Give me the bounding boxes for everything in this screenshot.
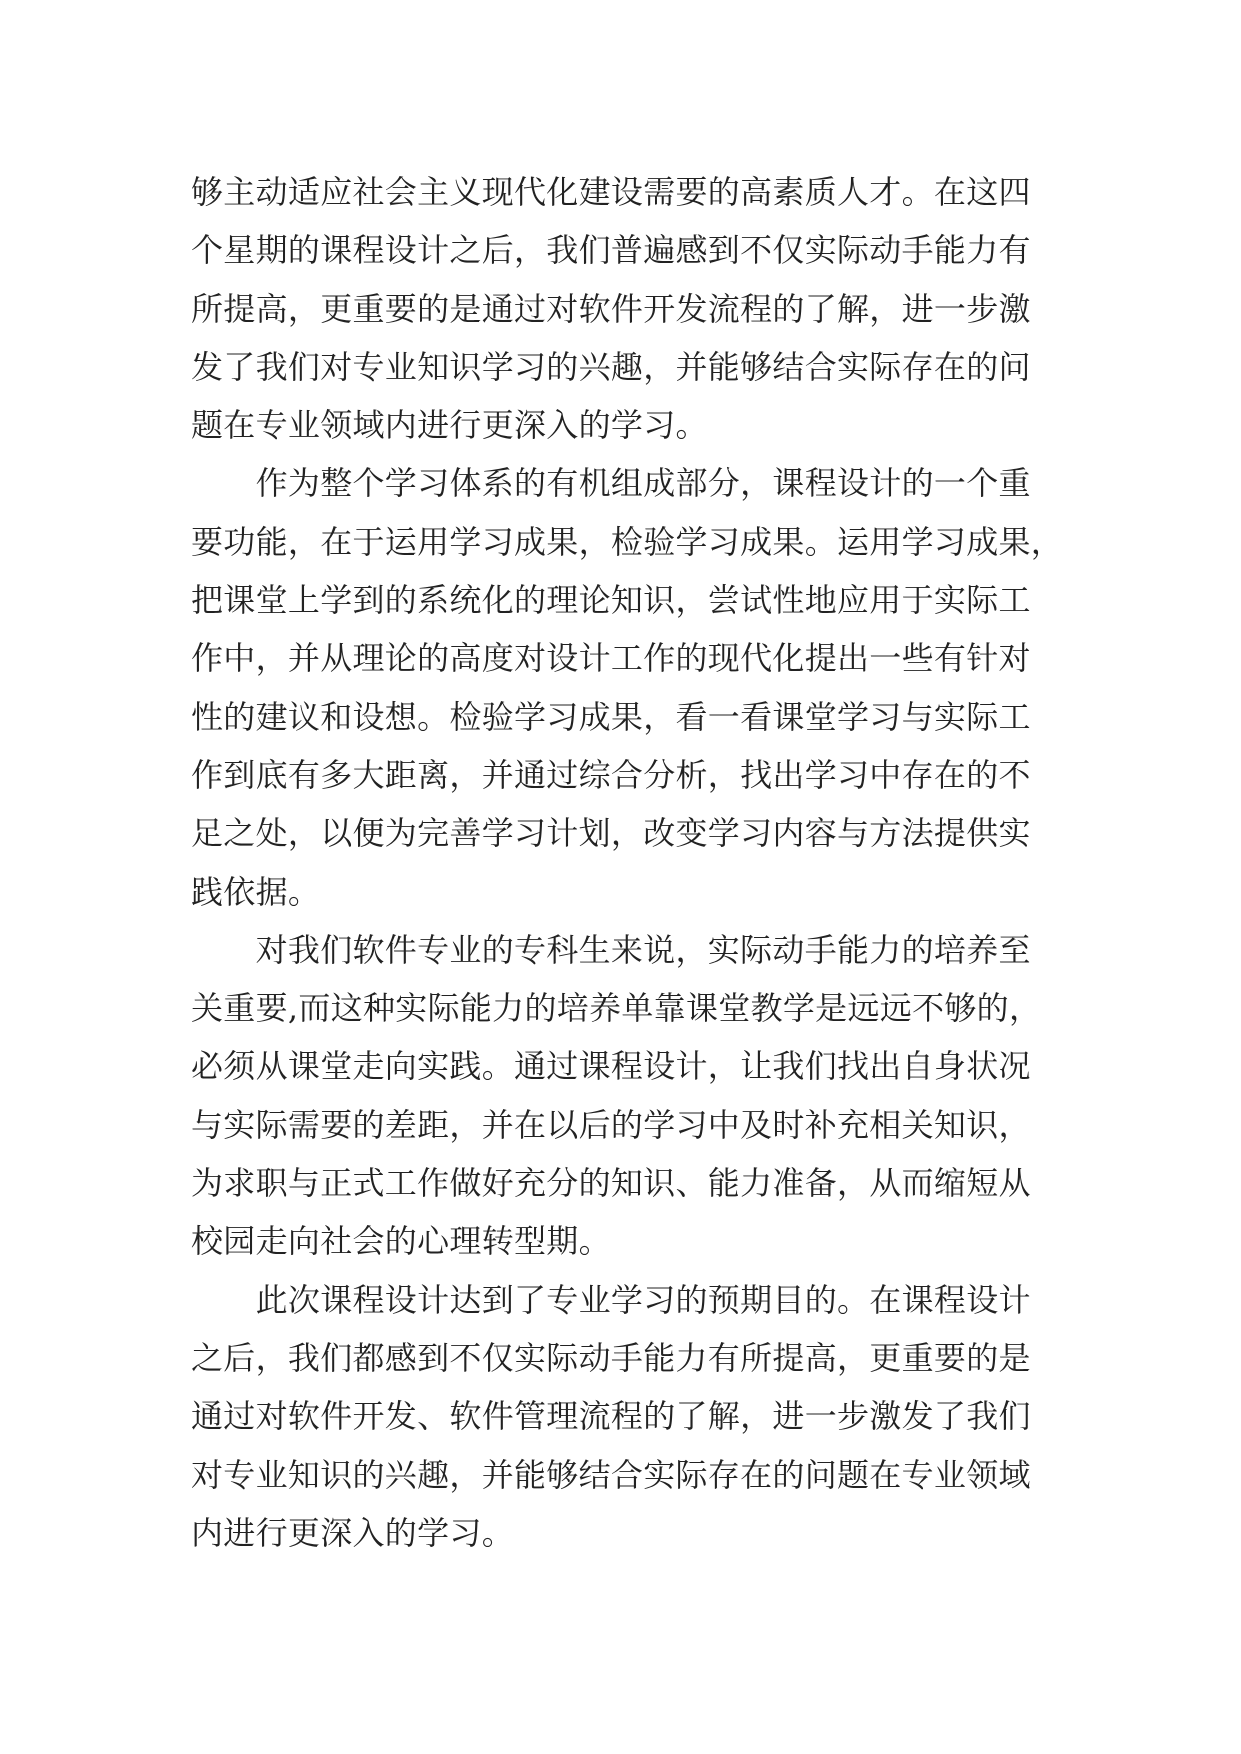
text-line: 践依据。: [191, 872, 321, 911]
text-line: 把课堂上学到的系统化的理论知识，尝试性地应用于实际工: [191, 581, 1031, 620]
text-line: 够主动适应社会主义现代化建设需要的高素质人才。在这四: [191, 173, 1031, 211]
text-line: 与实际需要的差距，并在以后的学习中及时补充相关知识，: [191, 1105, 1031, 1144]
text-line: 必须从课堂走向实践。通过课程设计，让我们找出自身状况: [191, 1047, 1031, 1086]
text-line: 作为整个学习体系的有机组成部分，课程设计的一个重: [191, 464, 1031, 503]
text-line: 要功能，在于运用学习成果，检验学习成果。运用学习成果，: [191, 522, 1064, 561]
text-line: 通过对软件开发、软件管理流程的了解，进一步激发了我们: [191, 1397, 1031, 1436]
text-line: 题在专业领域内进行更深入的学习。: [191, 406, 708, 445]
text-line: 对我们软件专业的专科生来说，实际动手能力的培养至: [191, 930, 1031, 969]
text-line: 为求职与正式工作做好充分的知识、能力准备，从而缩短从: [191, 1164, 1031, 1203]
text-line: 内进行更深入的学习。: [191, 1513, 515, 1552]
text-line: 所提高，更重要的是通过对软件开发流程的了解，进一步激: [191, 289, 1031, 328]
text-line: 性的建议和设想。检验学习成果，看一看课堂学习与实际工: [191, 697, 1031, 736]
text-line: 校园走向社会的心理转型期。: [191, 1222, 611, 1261]
body-text: [191, 163, 1071, 1562]
text-line: 作到底有多大距离，并通过综合分析，找出学习中存在的不: [191, 755, 1031, 794]
text-line: 发了我们对专业知识学习的兴趣，并能够结合实际存在的问: [191, 347, 1031, 386]
text-line: 足之处，以便为完善学习计划，改变学习内容与方法提供实: [191, 814, 1031, 853]
text-line: 之后，我们都感到不仅实际动手能力有所提高，更重要的是: [191, 1338, 1031, 1377]
text-line: 对专业知识的兴趣，并能够结合实际存在的问题在专业领域: [191, 1455, 1031, 1494]
text-line: 作中，并从理论的高度对设计工作的现代化提出一些有针对: [191, 639, 1031, 678]
text-line: 此次课程设计达到了专业学习的预期目的。在课程设计: [191, 1280, 1031, 1319]
text-line: 关重要,而这种实际能力的培养单靠课堂教学是远远不够的，: [191, 989, 1042, 1028]
text-line: 个星期的课程设计之后，我们普遍感到不仅实际动手能力有: [191, 231, 1031, 270]
